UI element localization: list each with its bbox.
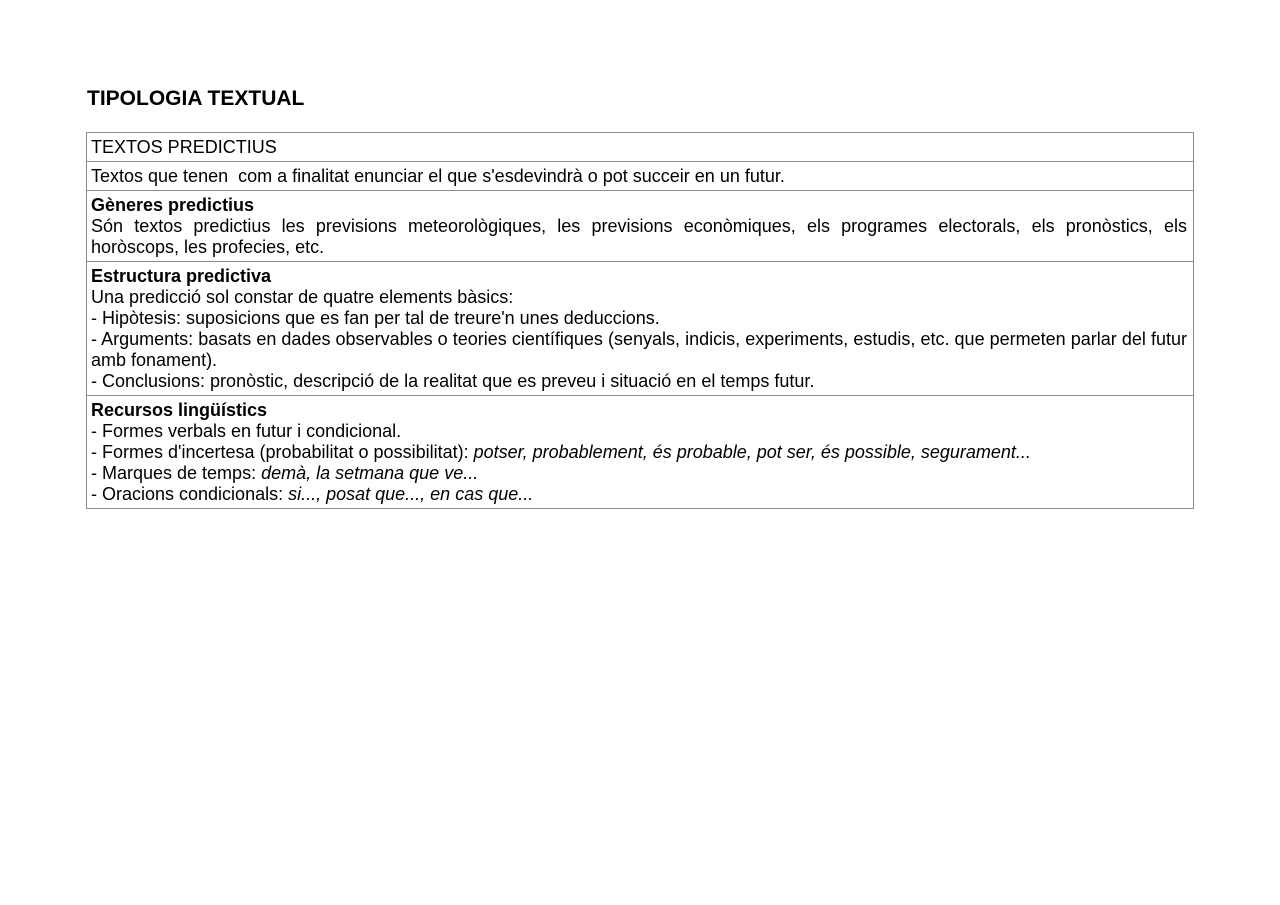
list-item-examples: potser, probablement, és probable, pot ser, és possible, segurament...	[473, 442, 1031, 462]
list-item: - Arguments: basats en dades observables o teories científiques (senyals, indicis, experiments, estudis, etc. que permeten parlar del futur amb fonament).	[91, 329, 1187, 370]
list-item: - Hipòtesis: suposicions que es fan per tal de treure'n unes deduccions.	[91, 308, 660, 328]
table-row-header	[87, 133, 1194, 162]
table-row-estructura	[87, 262, 1194, 396]
text-typology-table	[86, 132, 1194, 509]
table-header-cell	[87, 133, 1194, 162]
page-title: TIPOLOGIA TEXTUAL	[87, 87, 305, 110]
list-item-label: - Marques de temps:	[91, 463, 262, 483]
list-item-examples: si..., posat que..., en cas que...	[288, 484, 534, 504]
recursos-cell	[87, 396, 1194, 509]
list-item-label: - Oracions condicionals:	[91, 484, 289, 504]
list-item	[91, 442, 1187, 463]
list-item: - Conclusions: pronòstic, descripció de la realitat que es preveu i situació en el temps futur.	[91, 371, 815, 391]
generes-cell	[87, 191, 1194, 262]
table-header-label: TEXTOS PREDICTIUS	[91, 137, 277, 157]
table-row-recursos	[87, 396, 1194, 509]
recursos-heading: Recursos lingüístics	[91, 400, 268, 420]
list-item	[91, 463, 1187, 484]
generes-text: Són textos predictius les previsions meteorològiques, les previsions econòmiques, els programes electorals, els pronòstics, els horòscops, les profecies, etc.	[91, 216, 1187, 257]
estructura-intro: Una predicció sol constar de quatre elements bàsics:	[91, 287, 514, 307]
table-row-definition	[87, 162, 1194, 191]
list-item	[91, 484, 1187, 505]
generes-heading: Gèneres predictius	[91, 195, 255, 215]
definition-cell	[87, 162, 1194, 191]
list-item-examples: demà, la setmana que ve...	[261, 463, 479, 483]
table-row-generes	[87, 191, 1194, 262]
list-item-label: - Formes d'incertesa (probabilitat o possibilitat):	[91, 442, 474, 462]
list-item: - Formes verbals en futur i condicional.	[91, 421, 402, 441]
estructura-cell	[87, 262, 1194, 396]
definition-text: Textos que tenen com a finalitat enunciar el que s'esdevindrà o pot succeir en un futur.	[91, 166, 785, 186]
estructura-heading: Estructura predictiva	[91, 266, 272, 286]
